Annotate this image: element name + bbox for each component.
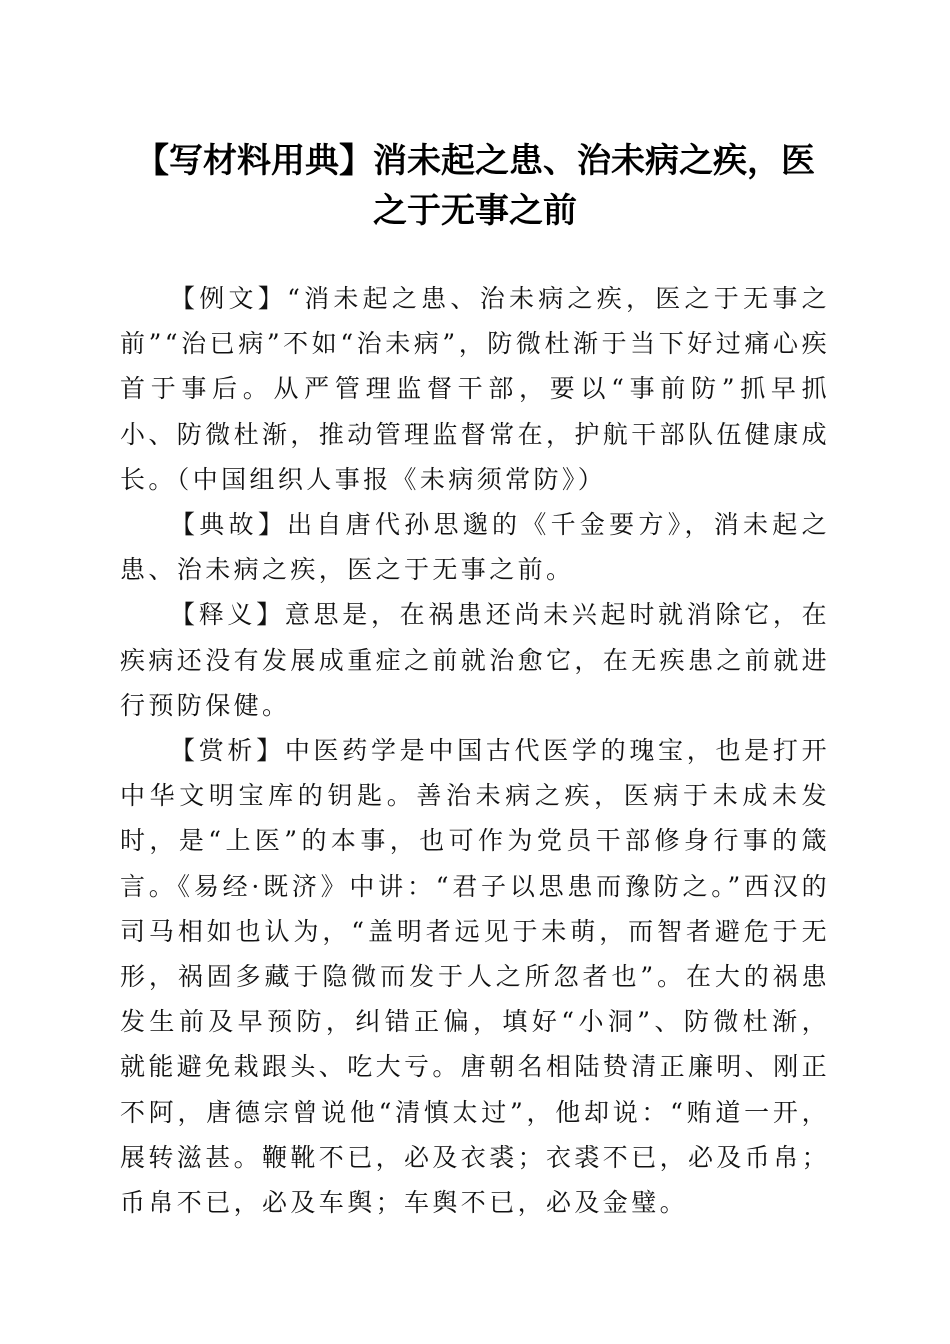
paragraph-text: 出自唐代孙思邈的《千金要方》，消未起之患、治未病之疾，医之于无事之前。 — [120, 510, 830, 585]
paragraph-example — [120, 276, 830, 502]
paragraph-appreciation — [120, 728, 830, 1225]
title-line-1: 【写材料用典】消未起之患、治未病之疾，医 — [135, 141, 815, 181]
paragraph-allusion — [120, 502, 830, 592]
paragraph-text: 意思是，在祸患还尚未兴起时就消除它，在疾病还没有发展成重症之前就治愈它，在无疾患之前就进行预防保健。 — [120, 600, 831, 720]
paragraph-meaning — [120, 592, 830, 728]
document-body — [120, 276, 830, 1225]
paragraph-text: “消未起之患、治未病之疾，医之于无事之前”“治已病”不如“治未病”，防微杜渐于当下好过痛心疾首于事后。从严管理监督干部，要以“事前防”抓早抓小、防微杜渐，推动管理监督常在，护航干部队伍健康成长。（中国组织人事报《未病须常防》） — [120, 284, 831, 494]
paragraph-tag: 【赏析】 — [170, 736, 285, 766]
paragraph-tag: 【典故】 — [170, 510, 288, 540]
document-title — [110, 136, 840, 236]
paragraph-text: 中医药学是中国古代医学的瑰宝，也是打开中华文明宝库的钥匙。善治未病之疾，医病于未成未发时，是“上医”的本事，也可作为党员干部修身行事的箴言。《易经·既济》中讲：“君子以思患而豫防之。”西汉的司马相如也认为，“盖明者远见于未萌，而智者避危于无形，祸固多藏于隐微而发于人之所忽者也”。在大的祸患发生前及早预防，纠错正偏，填好“小洞”、防微杜渐，就能避免栽跟头、吃大亏。唐朝名相陆贽清正廉明、刚正不阿，唐德宗曾说他“清慎太过”，他却说：“贿道一开，展转滋甚。鞭靴不已，必及衣裘；衣裘不已，必及币帛；币帛不已，必及车舆；车舆不已，必及金璧。 — [120, 736, 831, 1218]
paragraph-tag: 【释义】 — [170, 600, 285, 630]
title-line-2: 之于无事之前 — [373, 191, 577, 231]
paragraph-tag: 【例文】 — [170, 284, 288, 313]
